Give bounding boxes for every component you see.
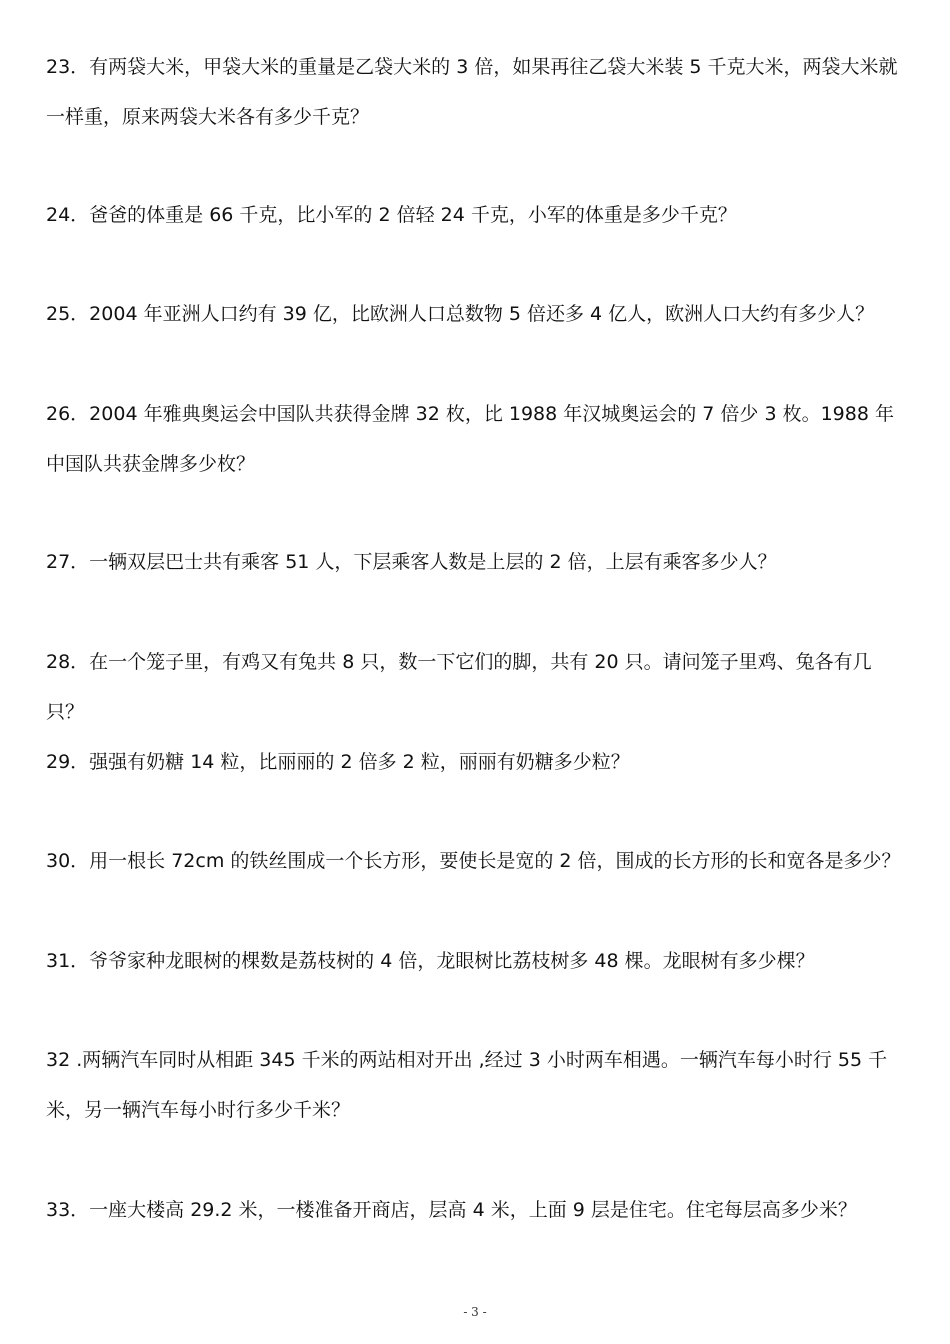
problem-26: 26．2004 年雅典奥运会中国队共获得金牌 32 枚，比 1988 年汉城奥运会的 7 倍少 3 枚。1988 年中国队共获金牌多少枚？ bbox=[46, 403, 894, 475]
problem-27: 27．一辆双层巴士共有乘客 51 人，下层乘客人数是上层的 2 倍，上层有乘客多少人？ bbox=[46, 551, 777, 573]
problem-31: 31．爷爷家种龙眼树的棵数是荔枝树的 4 倍，龙眼树比荔枝树多 48 棵。龙眼树有多少棵？ bbox=[46, 950, 815, 972]
problem-30: 30．用一根长 72cm 的铁丝围成一个长方形，要使长是宽的 2 倍，围成的长方形的长和宽各是多少？ bbox=[46, 850, 901, 872]
problem-28: 28．在一个笼子里，有鸡又有兔共 8 只，数一下它们的脚，共有 20 只。请问笼子里鸡、兔各有几只？ bbox=[46, 651, 872, 723]
page-number: - 3 - bbox=[463, 1305, 487, 1319]
problem-33: 33．一座大楼高 29.2 米，一楼准备开商店，层高 4 米，上面 9 层是住宅。住宅每层高多少米？ bbox=[46, 1199, 857, 1221]
problem-25: 25．2004 年亚洲人口约有 39 亿，比欧洲人口总数物 5 倍还多 4 亿人，欧洲人口大约有多少人？ bbox=[46, 303, 875, 325]
problem-29: 29．强强有奶糖 14 粒，比丽丽的 2 倍多 2 粒，丽丽有奶糖多少粒？ bbox=[46, 751, 630, 773]
problem-24: 24．爸爸的体重是 66 千克，比小军的 2 倍轻 24 千克，小军的体重是多少千克？ bbox=[46, 204, 737, 226]
problem-32: 32 .两辆汽车同时从相距 345 千米的两站相对开出 ,经过 3 小时两车相遇。一辆汽车每小时行 55 千米，另一辆汽车每小时行多少千米？ bbox=[46, 1049, 888, 1121]
problem-23: 23．有两袋大米，甲袋大米的重量是乙袋大米的 3 倍，如果再往乙袋大米装 5 千克大米，两袋大米就一样重，原来两袋大米各有多少千克？ bbox=[46, 56, 898, 128]
